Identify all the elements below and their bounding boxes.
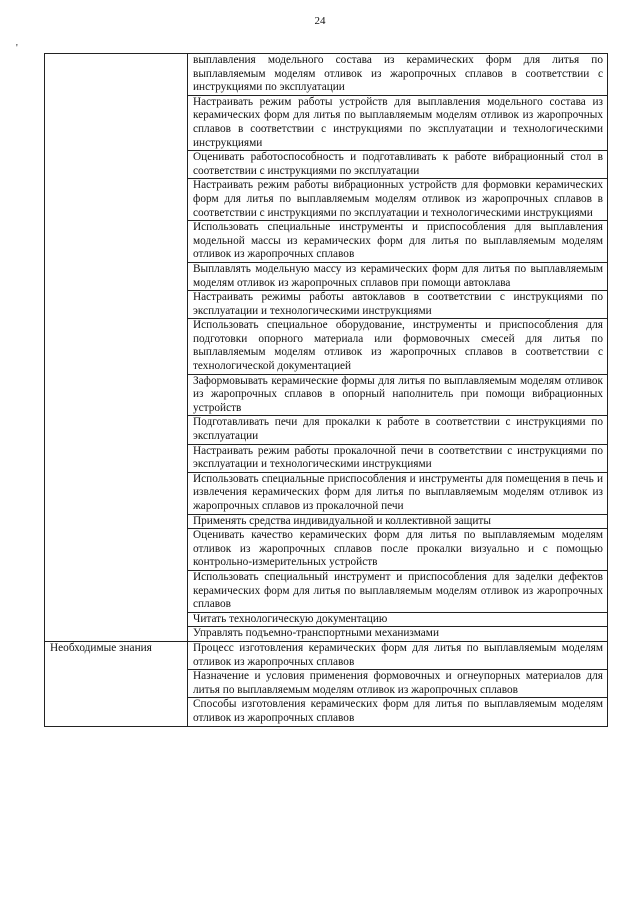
knowledge-label-cell: Необходимые знания (45, 641, 188, 726)
skill-cell: Применять средства индивидуальной и коллективной защиты (188, 514, 608, 529)
skill-cell: Выплавлять модельную массу из керамических форм для литья по выплавляемым моделям отливок из жаропрочных сплавов при помощи автоклава (188, 262, 608, 290)
skill-cell: Настраивать режим работы вибрационных устройств для формовки керамических форм для литья по выплавляемым моделям отливок из жаропрочных сплавов в соответствии с инструкциями по эксплуатации и технологическими инструкциями (188, 179, 608, 221)
skill-cell: Управлять подъемно-транспортными механизмами (188, 627, 608, 642)
skill-cell: Подготавливать печи для прокалки к работе в соответствии с инструкциями по эксплуатации (188, 416, 608, 444)
skill-cell: Оценивать качество керамических форм для литья по выплавляемым моделям отливок из жаропрочных сплавов после прокалки визуально и с помощью контрольно-измерительных устройств (188, 529, 608, 571)
skill-cell: Заформовывать керамические формы для литья по выплавляемым моделям отливок из жаропрочных сплавов в опорный наполнитель при помощи вибрационных устройств (188, 374, 608, 416)
skill-cell: Использовать специальный инструмент и приспособления для заделки дефектов керамических форм для литья по выплавляемым моделям отливок из жаропрочных сплавов (188, 570, 608, 612)
knowledge-cell: Способы изготовления керамических форм для литья по выплавляемым моделям отливок из жаропрочных сплавов (188, 698, 608, 726)
table-row (45, 641, 608, 669)
margin-mark: ' (16, 43, 18, 54)
skill-cell: Настраивать режим работы прокалочной печи в соответствии с инструкциями по эксплуатации и технологическими инструкциями (188, 444, 608, 472)
knowledge-cell: Процесс изготовления керамических форм для литья по выплавляемым моделям отливок из жаропрочных сплавов (188, 641, 608, 669)
table-row (45, 54, 608, 96)
skills-label-cell (45, 54, 188, 642)
skill-cell: Настраивать режим работы устройств для выплавления модельного состава из керамических форм для литья по выплавляемым моделям отливок из жаропрочных сплавов в соответствии с инструкциями по эксплуатации и технологическими инструкциями (188, 95, 608, 150)
knowledge-cell: Назначение и условия применения формовочных и огнеупорных материалов для литья по выплавляемым моделям отливок из жаропрочных сплавов (188, 670, 608, 698)
skill-cell: Оценивать работоспособность и подготавливать к работе вибрационный стол в соответствии с инструкциями по эксплуатации (188, 151, 608, 179)
skill-cell: Использовать специальные приспособления и инструменты для помещения в печь и извлечения керамических форм для литья по выплавляемым моделям отливок из жаропрочных сплавов из прокалочной печи (188, 472, 608, 514)
page-number: 24 (314, 15, 326, 27)
skill-cell: выплавления модельного состава из керамических форм для литья по выплавляемым моделям отливок из жаропрочных сплавов в соответствии с инструкциями по эксплуатации (188, 54, 608, 96)
skill-cell: Настраивать режимы работы автоклавов в соответствии с инструкциями по эксплуатации и технологическими инструкциями (188, 291, 608, 319)
skill-cell: Читать технологическую документацию (188, 612, 608, 627)
requirements-table (44, 53, 608, 727)
skill-cell: Использовать специальное оборудование, инструменты и приспособления для подготовки опорного материала или формовочных смесей для литья по выплавляемым моделям отливок из жаропрочных сплавов в соответствии с технологической документацией (188, 319, 608, 374)
skill-cell: Использовать специальные инструменты и приспособления для выплавления модельной массы из керамических форм для литья по выплавляемым моделям отливок из жаропрочных сплавов (188, 221, 608, 263)
